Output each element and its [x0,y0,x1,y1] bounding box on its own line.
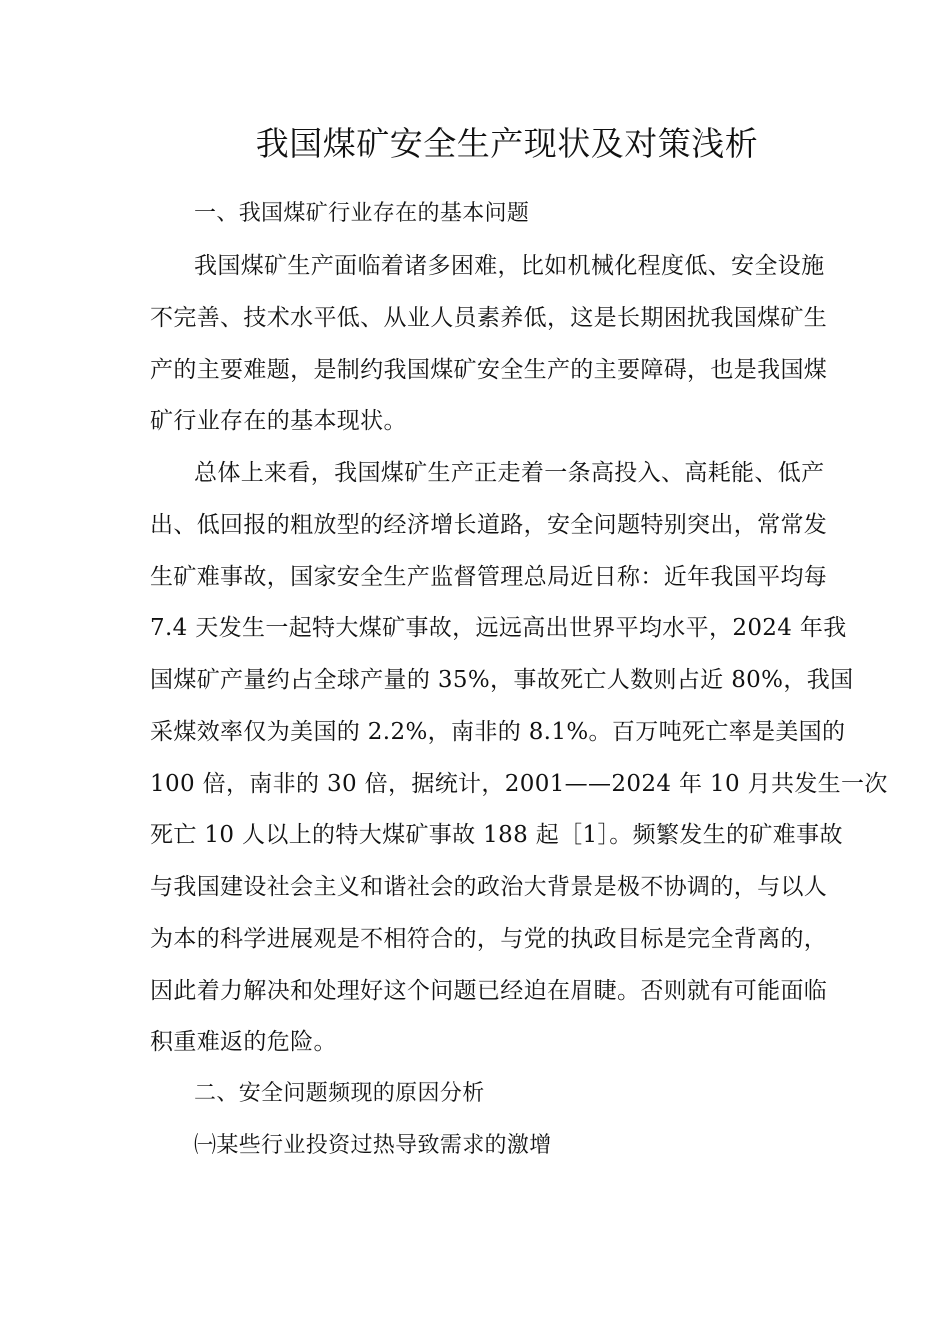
section-heading-2: 二、安全问题频现的原因分析 [194,1081,485,1106]
page-title [0,122,950,166]
paragraph-2-line-8: 死亡 10 人以上的特大煤矿事故 188 起［1］。频繁发生的矿难事故 [150,822,843,848]
paragraph-1-line-2: 不完善、技术水平低、从业人员素养低，这是长期困扰我国煤矿生 [150,305,828,331]
paragraph-2-line-3: 生矿难事故，国家安全生产监督管理总局近日称：近年我国平均每 [150,564,828,590]
paragraph-1-line-1: 我国煤矿生产面临着诸多困难，比如机械化程度低、安全设施 [194,253,825,279]
paragraph-2-line-1: 总体上来看，我国煤矿生产正走着一条高投入、高耗能、低产 [194,460,825,486]
paragraph-2-line-4: 7.4 天发生一起特大煤矿事故，远远高出世界平均水平，2024 年我 [150,615,847,641]
paragraph-2-line-9: 与我国建设社会主义和谐社会的政治大背景是极不协调的，与以人 [150,874,828,900]
page-title-text: 我国煤矿安全生产现状及对策浅析 [255,124,759,163]
paragraph-1-line-4: 矿行业存在的基本现状。 [150,408,407,434]
paragraph-2-line-12: 积重难返的危险。 [150,1029,337,1055]
paragraph-2-line-11: 因此着力解决和处理好这个问题已经迫在眉睫。否则就有可能面临 [150,978,828,1004]
subsection-heading-1: ㈠某些行业投资过热导致需求的激增 [194,1133,552,1158]
paragraph-2-line-6: 采煤效率仅为美国的 2.2%，南非的 8.1%。百万吨死亡率是美国的 [150,719,846,745]
paragraph-2-line-2: 出、低回报的粗放型的经济增长道路，安全问题特别突出，常常发 [150,512,828,538]
paragraph-2-line-10: 为本的科学进展观是不相符合的，与党的执政目标是完全背离的， [150,926,828,952]
paragraph-1-line-3: 产的主要难题，是制约我国煤矿安全生产的主要障碍，也是我国煤 [150,357,828,383]
paragraph-2-line-7: 100 倍，南非的 30 倍，据统计，2001——2024 年 10 月共发生一次 [150,771,888,797]
paragraph-2-line-5: 国煤矿产量约占全球产量的 35%，事故死亡人数则占近 80%，我国 [150,667,854,693]
section-heading-1: 一、我国煤矿行业存在的基本问题 [194,201,530,226]
